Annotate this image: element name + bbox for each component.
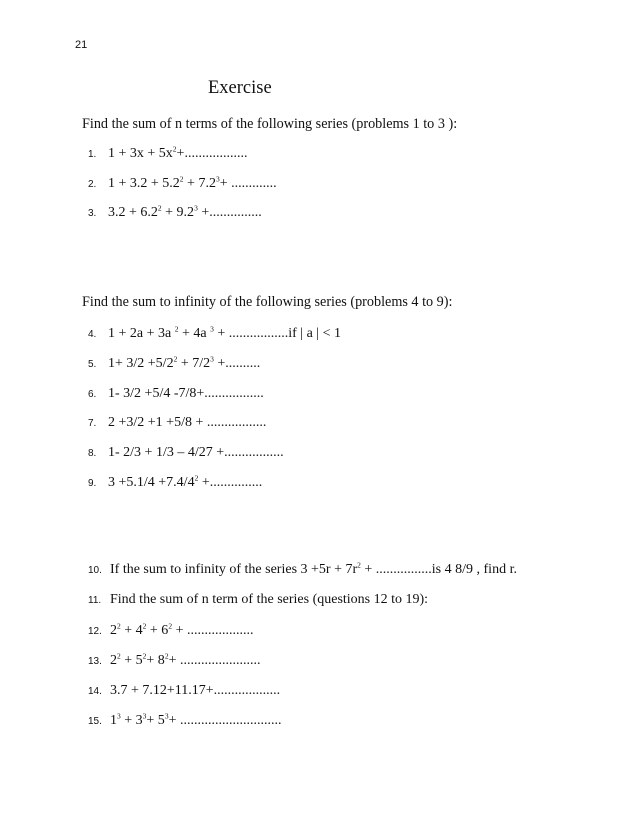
page-number: 21 — [75, 39, 88, 51]
exponent: 2 — [157, 203, 162, 213]
expression-text: 1- 2/3 + 1/3 – 4/27 +................. — [108, 445, 284, 460]
expression-text: 2 — [110, 653, 117, 668]
exercise-text — [108, 146, 247, 162]
exercise-number: 1. — [88, 149, 97, 160]
expression-text: + ............................. — [168, 713, 282, 728]
exercise-number: 4. — [88, 329, 97, 340]
expression-text: + ................... — [172, 623, 254, 638]
expression-text: 2 — [110, 623, 117, 638]
section-2-intro: Find the sum to infinity of the following series (problems 4 to 9): — [82, 294, 453, 310]
exercise-item — [88, 205, 262, 221]
exercise-item — [88, 653, 260, 669]
expression-text: +.......... — [213, 356, 261, 371]
exercise-text — [108, 445, 284, 461]
exercise-item — [88, 326, 341, 342]
expression-text: 1 — [110, 713, 117, 728]
exponent: 2 — [117, 621, 121, 631]
exercise-item — [88, 415, 266, 431]
exercise-text — [108, 415, 266, 431]
expression-text: 3.2 + 6.2 — [108, 205, 158, 220]
expression-text: 3 +5.1/4 +7.4/4 — [108, 475, 195, 490]
exercise-text — [108, 326, 341, 342]
exponent: 3 — [142, 711, 147, 721]
exercise-number: 11. — [88, 595, 102, 606]
exercise-number: 5. — [88, 359, 97, 370]
expression-text: + 7.2 — [183, 176, 216, 191]
exponent: 2 — [173, 354, 178, 364]
exponent: 2 — [164, 651, 169, 661]
expression-text: 1 + 2a + 3a — [108, 326, 175, 341]
exercise-number: 6. — [88, 389, 97, 400]
exponent: 2 — [357, 560, 361, 570]
expression-text: 3.7 + 7.12+11.17+................... — [110, 683, 281, 698]
exponent: 2 — [142, 621, 147, 631]
exponent: 2 — [194, 473, 199, 483]
expression-text: 1 + 3.2 + 5.2 — [108, 176, 180, 191]
exercise-number: 10. — [88, 565, 102, 576]
exercise-text — [110, 653, 260, 669]
exponent: 2 — [179, 174, 184, 184]
expression-text: + ....................... — [168, 653, 261, 668]
exercise-number: 9. — [88, 478, 97, 489]
exercise-text — [110, 562, 517, 578]
expression-text: +............... — [197, 205, 262, 220]
exercise-number: 8. — [88, 448, 97, 459]
exercise-text — [108, 176, 277, 192]
exercise-item — [88, 562, 517, 578]
exercise-text — [108, 475, 262, 491]
exercise-item — [88, 356, 260, 372]
expression-text: 1 + 3x + 5x — [108, 146, 173, 161]
exponent: 3 — [215, 174, 220, 184]
exponent: 2 — [172, 144, 177, 154]
exercise-number: 7. — [88, 418, 97, 429]
exponent: 3 — [117, 711, 121, 721]
exercise-item — [88, 146, 247, 162]
expression-text: + 6 — [146, 623, 169, 638]
exercise-item — [88, 176, 277, 192]
expression-text: + 5 — [146, 713, 165, 728]
expression-text: 2 +3/2 +1 +5/8 + ................. — [108, 415, 267, 430]
exercise-text — [110, 713, 281, 729]
exponent: 2 — [117, 651, 121, 661]
exercise-item — [88, 713, 281, 729]
expression-text: If the sum to infinity of the series 3 +5r + 7r — [110, 562, 358, 577]
exponent: 3 — [210, 354, 214, 364]
exercise-text — [108, 205, 262, 221]
exercise-number: 13. — [88, 656, 102, 667]
expression-text: Find the sum of n term of the series (questions 12 to 19): — [110, 592, 429, 607]
expression-text: + 3 — [120, 713, 143, 728]
exercise-item — [88, 592, 428, 608]
exercise-number: 15. — [88, 716, 102, 727]
expression-text: + ................is 4 8/9 , find r. — [360, 562, 517, 577]
page-title: Exercise — [208, 78, 272, 98]
exercise-text — [110, 623, 253, 639]
exercise-number: 3. — [88, 208, 97, 219]
expression-text: + 4a — [178, 326, 211, 341]
exercise-number: 14. — [88, 686, 102, 697]
expression-text: + ............. — [219, 176, 277, 191]
expression-text: +............... — [198, 475, 263, 490]
expression-text: + 9.2 — [161, 205, 195, 220]
exercise-item — [88, 445, 284, 461]
expression-text: 1- 3/2 +5/4 -7/8+................. — [108, 386, 264, 401]
exponent: 3 — [210, 324, 214, 334]
expression-text: + .................if | a | < 1 — [213, 326, 341, 341]
exponent: 2 — [174, 324, 179, 334]
expression-text: + 4 — [120, 623, 143, 638]
expression-text: + 5 — [120, 653, 143, 668]
exercise-number: 12. — [88, 626, 102, 637]
expression-text: 1+ 3/2 +5/2 — [108, 356, 174, 371]
exercise-item — [88, 683, 280, 699]
exercise-text — [108, 356, 260, 372]
expression-text: +.................. — [176, 146, 248, 161]
exercise-text — [108, 386, 264, 402]
exercise-item — [88, 386, 264, 402]
exercise-text — [110, 683, 280, 699]
exponent: 3 — [194, 203, 198, 213]
exponent: 2 — [142, 651, 147, 661]
section-1-intro: Find the sum of n terms of the following series (problems 1 to 3 ): — [82, 116, 458, 132]
exercise-item — [88, 475, 262, 491]
exponent: 3 — [164, 711, 169, 721]
exercise-text — [110, 592, 428, 608]
expression-text: + 7/2 — [177, 356, 211, 371]
exercise-number: 2. — [88, 179, 97, 190]
exponent: 2 — [168, 621, 173, 631]
exercise-item — [88, 623, 253, 639]
expression-text: + 8 — [146, 653, 165, 668]
